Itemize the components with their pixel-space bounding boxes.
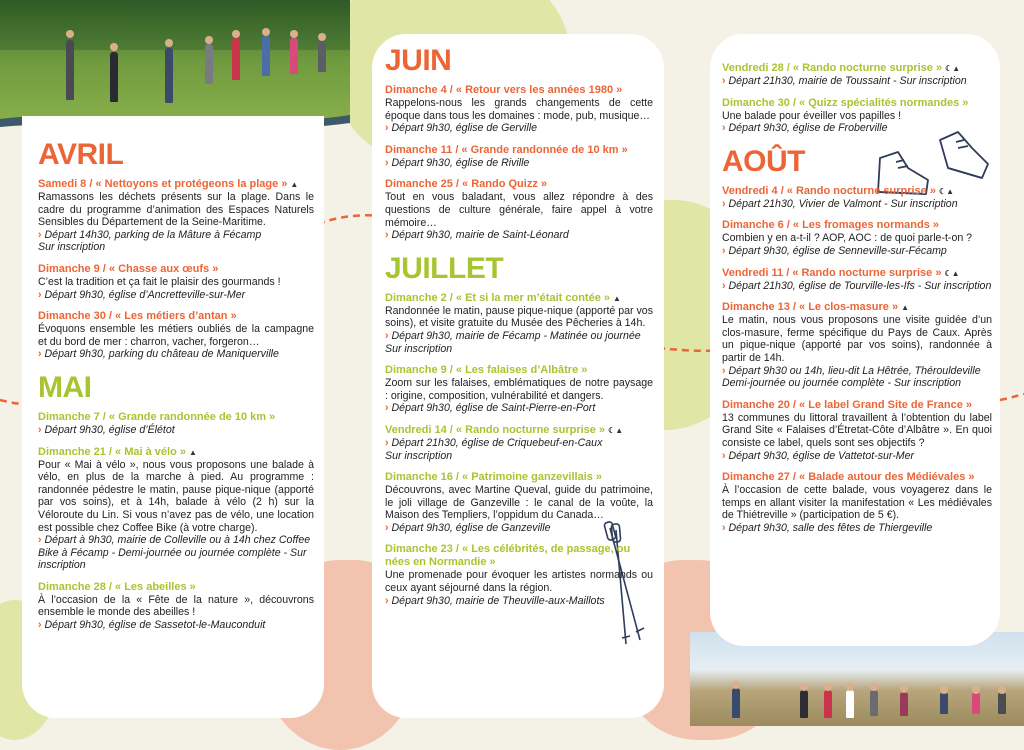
- event-description: Combien y en a-t-il ? AOP, AOC : de quoi parle-t-on ?: [722, 232, 973, 245]
- event-departure-text: Départ 9h30, église de Vattetot-sur-Mer: [728, 449, 915, 462]
- event-departure: [722, 198, 992, 211]
- event-title-text: Dimanche 28 / « Les abeilles »: [38, 580, 196, 593]
- event-title-text: Dimanche 6 / « Les fromages normands »: [722, 219, 940, 232]
- month-heading: JUILLET: [385, 251, 504, 285]
- event-title: [722, 185, 992, 198]
- event-description: Une promenade pour évoquer les artistes normands ou ceux ayant séjourné dans la région.: [385, 569, 653, 595]
- event-departure-text: Départ 9h30, église de Froberville: [728, 122, 888, 135]
- event-description: C’est la tradition et ça fait le plaisir des gourmands !: [38, 275, 281, 288]
- event-registration-note: Sur inscription: [38, 241, 106, 254]
- event-title-text: Vendredi 14 / « Rando nocturne surprise »: [385, 423, 606, 436]
- event-item: [385, 178, 653, 241]
- event-departure-text: Départ 9h30, église de Sassetot-le-Mauconduit: [44, 619, 266, 632]
- event-item: [385, 364, 653, 415]
- hikers-photo-bottom: [690, 632, 1024, 726]
- chevron-right-icon: ›: [385, 329, 389, 342]
- event-title-text: Dimanche 30 / « Les métiers d’antan »: [38, 310, 237, 323]
- event-description: Le matin, nous vous proposons une visite guidée d’un clos-masure, ferme spécifique du Pays de Caux. Après un pique-nique (apporté par vos soins), randonnée à partir de 14h.: [722, 314, 992, 364]
- chevron-right-icon: ›: [385, 436, 389, 449]
- event-title-text: Samedi 8 / « Nettoyons et protégeons la plage »: [38, 178, 288, 190]
- event-item: [38, 411, 314, 437]
- event-title: [722, 267, 992, 280]
- column-left: [38, 138, 314, 641]
- event-title: [385, 471, 653, 484]
- month-heading: MAI: [38, 370, 92, 404]
- event-departure: [722, 75, 992, 88]
- event-item: [722, 267, 992, 293]
- chevron-right-icon: ›: [38, 534, 42, 547]
- event-item: [385, 144, 653, 170]
- event-departure-text: Départ 21h30, église de Tourville-les-Ifs - Sur inscription: [728, 279, 992, 292]
- event-departure: [722, 280, 992, 293]
- chevron-right-icon: ›: [38, 619, 42, 632]
- event-departure: [722, 245, 992, 258]
- event-departure: [385, 522, 653, 535]
- event-title: [38, 178, 314, 191]
- event-item: [722, 301, 992, 390]
- info-badge-icon: ▲: [901, 303, 910, 313]
- event-departure-text: Départ 9h30, église d’Élétot: [44, 423, 175, 436]
- event-departure: [385, 157, 653, 170]
- event-departure-text: Départ 9h30, salle des fêtes de Thiergeville: [728, 521, 933, 534]
- event-departure-text: Départ 9h30, parking du château de Maniquerville: [44, 348, 279, 361]
- event-title: [385, 424, 653, 437]
- event-item: [722, 185, 992, 211]
- event-departure: [38, 289, 314, 302]
- event-title: [38, 310, 314, 323]
- column-middle: [385, 44, 653, 616]
- event-title-text: Vendredi 11 / « Rando nocturne surprise »: [722, 266, 942, 279]
- chevron-right-icon: ›: [722, 75, 726, 87]
- event-description: À l’occasion de cette balade, vous voyagerez dans le temps en allant visiter la manifestation « Les médiévales de Thiétreville » (participation de 5 €).: [722, 484, 992, 522]
- event-departure-text: Départ 9h30, église de Riville: [391, 156, 530, 169]
- chevron-right-icon: ›: [38, 348, 42, 361]
- event-title-text: Dimanche 7 / « Grande randonnée de 10 km »: [38, 410, 276, 423]
- event-title-text: Dimanche 4 / « Retour vers les années 1980 »: [385, 84, 623, 96]
- event-title-text: Dimanche 9 / « Les falaises d’Albâtre »: [385, 364, 588, 377]
- info-badge-icon: ▲: [290, 180, 299, 189]
- event-description: Randonnée le matin, pause pique-nique (apporté par vos soins), et visite gratuite du Musée des Pêcheries à 14h.: [385, 304, 653, 330]
- event-title: [385, 292, 653, 305]
- event-title-text: Vendredi 28 / « Rando nocturne surprise »: [722, 62, 943, 74]
- event-title: [38, 581, 314, 594]
- event-item: [38, 178, 314, 254]
- event-title-text: Dimanche 30 / « Quizz spécialités normandes »: [722, 96, 969, 109]
- event-description: Tout en vous baladant, vous allez répondre à des questions de culture générale, faire appel à votre mémoire…: [385, 191, 653, 229]
- chevron-right-icon: ›: [385, 229, 389, 242]
- event-departure: [722, 522, 992, 535]
- chevron-right-icon: ›: [38, 423, 42, 436]
- event-title: [385, 84, 653, 97]
- event-item: [722, 399, 992, 462]
- info-badge-icon: ☾▲: [945, 64, 961, 73]
- event-departure-text: Départ 9h30, église de Saint-Pierre-en-Port: [391, 402, 596, 415]
- event-item: [385, 424, 653, 462]
- info-badge-icon: ☾▲: [608, 425, 624, 435]
- event-title: [722, 471, 992, 484]
- event-item: [385, 292, 653, 355]
- event-departure: [385, 229, 653, 242]
- event-departure-text: Départ à 9h30, mairie de Colleville ou à 14h chez Coffee Bike à Fécamp - Demi-journée ou journée complète - Sur inscription: [38, 534, 311, 572]
- event-departure: [38, 229, 314, 242]
- chevron-right-icon: ›: [385, 156, 389, 169]
- info-badge-icon: ☾▲: [944, 268, 960, 278]
- chevron-right-icon: ›: [385, 521, 389, 534]
- event-item: [722, 471, 992, 534]
- event-departure: [385, 122, 653, 135]
- event-departure-text: Départ 21h30, mairie de Toussaint - Sur inscription: [728, 75, 967, 87]
- chevron-right-icon: ›: [385, 122, 389, 135]
- event-item: [385, 84, 653, 135]
- event-description: À l’occasion de la « Fête de la nature », découvrons ensemble le monde des abeilles !: [38, 593, 314, 619]
- event-title: [38, 411, 314, 424]
- info-badge-icon: ☾▲: [938, 186, 955, 196]
- event-departure-text: Départ 9h30 ou 14h, lieu-dit La Hêtrée, Thérouldeville Demi-journée ou journée complète - Sur inscription: [722, 364, 981, 390]
- event-title-text: Dimanche 13 / « Le clos-masure »: [722, 301, 899, 314]
- chevron-right-icon: ›: [385, 594, 389, 607]
- event-departure-text: Départ 9h30, mairie de Saint-Léonard: [391, 229, 569, 242]
- event-item: [722, 219, 992, 257]
- event-title-text: Dimanche 2 / « Et si la mer m’était contée »: [385, 291, 610, 304]
- event-departure: [385, 595, 653, 608]
- event-departure: [38, 534, 314, 572]
- column-right: [722, 62, 992, 543]
- chevron-right-icon: ›: [722, 244, 726, 257]
- chevron-right-icon: ›: [722, 364, 726, 377]
- event-title-text: Dimanche 21 / « Mai à vélo »: [38, 445, 186, 458]
- event-title: [722, 219, 992, 232]
- event-departure: [38, 619, 314, 632]
- event-departure-text: Départ 9h30, église de Gerville: [391, 122, 537, 135]
- event-title-text: Dimanche 11 / « Grande randonnée de 10 km »: [385, 143, 628, 156]
- event-title-text: Dimanche 25 / « Rando Quizz »: [385, 178, 547, 191]
- event-departure-text: Départ 9h30, mairie de Theuville-aux-Maillots: [391, 594, 605, 607]
- event-item: [38, 310, 314, 361]
- event-departure-text: Départ 9h30, église d’Ancretteville-sur-Mer: [44, 288, 246, 301]
- chevron-right-icon: ›: [385, 402, 389, 415]
- event-description: Découvrons, avec Martine Queval, guide du patrimoine, le joli village de Ganzeville : le canal de la voûte, la Maison des Templiers, l’oppidum du Canada…: [385, 484, 653, 522]
- event-title-text: Dimanche 27 / « Balade autour des Médiévales »: [722, 471, 975, 484]
- event-description: Une balade pour éveiller vos papilles !: [722, 109, 902, 122]
- chevron-right-icon: ›: [722, 279, 726, 292]
- event-title: [385, 178, 653, 191]
- chevron-right-icon: ›: [38, 228, 42, 241]
- event-departure-text: Départ 9h30, église de Senneville-sur-Fécamp: [728, 244, 947, 257]
- event-departure: [38, 424, 314, 437]
- event-title-text: Dimanche 9 / « Chasse aux œufs »: [38, 262, 219, 275]
- event-title-text: Vendredi 4 / « Rando nocturne surprise »: [722, 184, 936, 197]
- event-departure: [38, 348, 314, 361]
- event-item: [38, 446, 314, 572]
- event-item: [385, 543, 653, 607]
- event-item: [385, 471, 653, 534]
- event-title: [722, 62, 992, 75]
- event-title: [385, 364, 653, 377]
- month-heading: AVRIL: [38, 138, 124, 171]
- event-title: [722, 97, 992, 110]
- event-title: [385, 543, 653, 569]
- event-title-text: Dimanche 16 / « Patrimoine ganzevillais »: [385, 471, 603, 484]
- month-heading: AOÛT: [722, 144, 805, 178]
- chevron-right-icon: ›: [722, 197, 726, 210]
- event-departure: [722, 122, 992, 135]
- event-departure: [385, 402, 653, 415]
- event-departure-text: Départ 9h30, mairie de Fécamp - Matinée ou journée: [391, 329, 641, 342]
- event-title: [722, 301, 992, 314]
- event-registration-note: Sur inscription: [385, 342, 453, 355]
- event-departure: [385, 330, 653, 343]
- hikers-photo-top: [0, 0, 350, 135]
- chevron-right-icon: ›: [38, 288, 42, 301]
- month-heading: JUIN: [385, 44, 452, 77]
- event-description: Pour « Mai à vélo », nous vous proposons une balade à vélo, en plus de la marche à pied. Au programme : randonnée pédestre le matin, pause pique-nique (apporté par vos soins), et à 14h, balade à vélo (2 h) sur la Véloroute du Lin. Si vous n’avez pas de vélo, une location est possible chez Coffee Bike (à votre charge).: [38, 458, 314, 534]
- event-departure-text: Départ 21h30, Vivier de Valmont - Sur inscription: [728, 197, 958, 210]
- event-departure-text: Départ 9h30, église de Ganzeville: [391, 521, 551, 534]
- event-registration-note: Sur inscription: [385, 449, 453, 462]
- info-badge-icon: ▲: [612, 293, 621, 303]
- event-description: Rappelons-nous les grands changements de cette époque dans tous les domaines : mode, pub, musique…: [385, 97, 653, 122]
- event-description: 13 communes du littoral travaillent à l’obtention du label Grand Site « Falaises d’Étretat-Côte d’Albâtre ». En quoi consiste ce label, quels sont ses objectifs ?: [722, 411, 992, 449]
- event-departure-text: Départ 21h30, église de Criquebeuf-en-Caux: [391, 436, 603, 449]
- chevron-right-icon: ›: [722, 449, 726, 462]
- event-title: [385, 144, 653, 157]
- event-title-text: Dimanche 23 / « Les célébrités, de passage, ou nées en Normandie »: [385, 543, 631, 569]
- event-item: [38, 581, 314, 632]
- event-title: [38, 446, 314, 459]
- event-item: [722, 97, 992, 135]
- event-description: Évoquons ensemble les métiers oubliés de la campagne et du bord de mer : charron, vacher, forgeron…: [38, 323, 314, 348]
- event-description: Ramassons les déchets présents sur la plage. Dans le cadre du programme d’animation des Espaces Naturels Sensibles du Département de la Seine-Maritime.: [38, 191, 314, 229]
- event-departure: [385, 437, 653, 450]
- event-item: [722, 62, 992, 88]
- event-title: [722, 399, 992, 412]
- event-item: [38, 263, 314, 301]
- event-title-text: Dimanche 20 / « Le label Grand Site de France »: [722, 398, 973, 411]
- info-badge-icon: ▲: [188, 447, 197, 457]
- event-departure: [722, 365, 992, 390]
- chevron-right-icon: ›: [722, 122, 726, 135]
- chevron-right-icon: ›: [722, 521, 726, 534]
- event-departure: [722, 450, 992, 463]
- event-title: [38, 263, 314, 276]
- event-departure-text: Départ 14h30, parking de la Mâture à Fécamp: [44, 228, 262, 241]
- event-description: Zoom sur les falaises, emblématiques de notre paysage : origine, composition, vulnérabilité et dangers.: [385, 377, 653, 402]
